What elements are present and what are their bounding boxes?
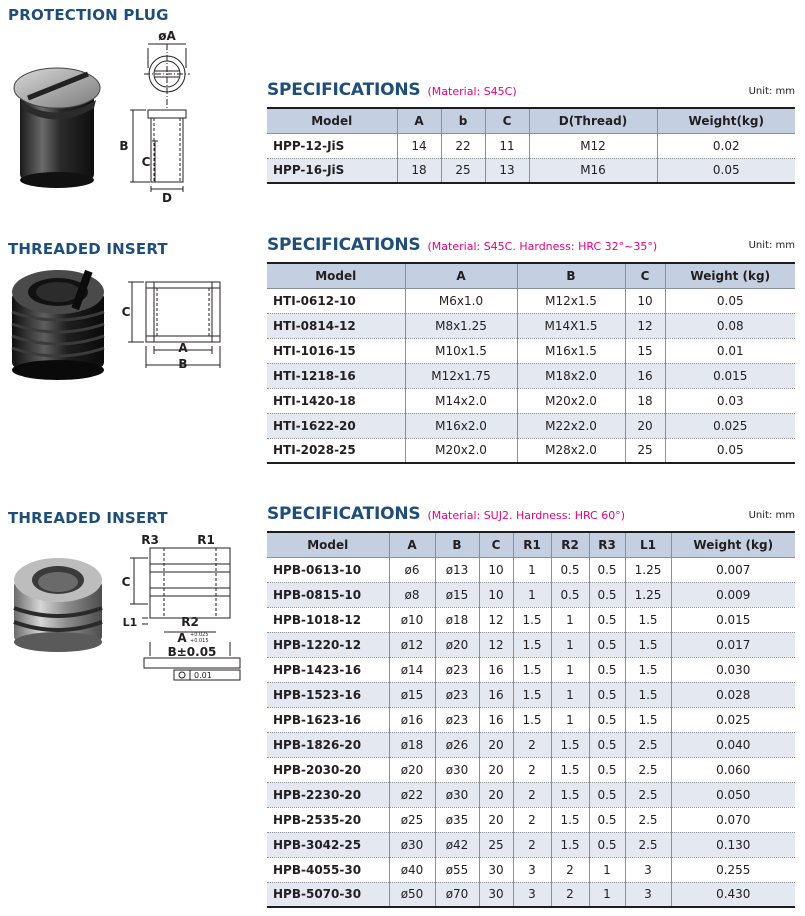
table-row	[267, 288, 795, 313]
model-cell: HPB-1623-16	[267, 707, 389, 732]
table-cell: 2	[513, 757, 551, 782]
table-row	[267, 782, 795, 807]
table-cell: M14X1.5	[517, 313, 625, 338]
table-cell: 1	[551, 657, 589, 682]
table-cell: 16	[479, 707, 513, 732]
table-cell: 0.5	[589, 682, 625, 707]
model-cell: HPB-0815-10	[267, 582, 389, 607]
table-cell: 0.015	[665, 363, 795, 388]
table-cell: 0.05	[665, 288, 795, 313]
table-cell: 0.430	[671, 882, 795, 907]
table-cell: 15	[625, 338, 665, 363]
table-cell: ø15	[435, 582, 479, 607]
table-cell: ø25	[389, 807, 435, 832]
table-cell: 3	[625, 882, 671, 907]
dim-label-r2: R2	[181, 615, 199, 629]
table-cell: 14	[397, 133, 441, 158]
table-row	[267, 557, 795, 582]
column-header: Model	[267, 108, 397, 133]
table-cell: ø20	[389, 757, 435, 782]
table-cell: 0.03	[665, 388, 795, 413]
table-cell: 1.5	[551, 782, 589, 807]
table-cell: 1	[551, 607, 589, 632]
table-cell: ø23	[435, 682, 479, 707]
model-cell: HPB-1018-12	[267, 607, 389, 632]
table-row	[267, 807, 795, 832]
table-cell: M14x2.0	[405, 388, 517, 413]
table-cell: 11	[485, 133, 529, 158]
table-row	[267, 388, 795, 413]
specifications-heading	[267, 80, 517, 100]
table-row	[267, 707, 795, 732]
table-cell: 0.015	[671, 607, 795, 632]
table-cell: ø30	[435, 757, 479, 782]
table-row	[267, 582, 795, 607]
dim-label-c: C	[141, 155, 151, 169]
table-cell: ø12	[389, 632, 435, 657]
table-body	[267, 557, 795, 907]
table-cell: 16	[479, 657, 513, 682]
table-cell: 13	[485, 158, 529, 183]
table-row	[267, 413, 795, 438]
column-header: A	[389, 532, 435, 557]
table-cell: ø10	[389, 607, 435, 632]
table-cell: 0.255	[671, 857, 795, 882]
dim-label-r1: R1	[197, 533, 215, 547]
table-cell: 0.01	[665, 338, 795, 363]
table-cell: ø26	[435, 732, 479, 757]
table-cell: 1	[551, 707, 589, 732]
table-cell: 0.5	[589, 707, 625, 732]
table-cell: 25	[625, 438, 665, 463]
material-note: (Material: S45C. Hardness: HRC 32°~35°)	[427, 240, 658, 253]
dim-label-d: D	[162, 191, 172, 204]
dim-label-l1: L1	[122, 616, 138, 629]
table-cell: ø18	[435, 607, 479, 632]
model-cell: HTI-2028-25	[267, 438, 405, 463]
column-header: Weight(kg)	[657, 108, 795, 133]
table-cell: 1	[513, 557, 551, 582]
column-header: b	[441, 108, 485, 133]
table-cell: 2.5	[625, 782, 671, 807]
column-header: Model	[267, 263, 405, 288]
dim-label-a: A	[177, 631, 187, 645]
table-cell: ø35	[435, 807, 479, 832]
table-cell: M20x2.0	[517, 388, 625, 413]
table-cell: 0.5	[589, 782, 625, 807]
protection-plug-drawing	[118, 28, 228, 204]
table-row	[267, 657, 795, 682]
table-cell: 10	[479, 582, 513, 607]
table-cell: 20	[479, 732, 513, 757]
table-cell: 2.5	[625, 732, 671, 757]
table-cell: 0.030	[671, 657, 795, 682]
table-cell: 1.5	[551, 757, 589, 782]
table-cell: ø22	[389, 782, 435, 807]
model-cell: HTI-1622-20	[267, 413, 405, 438]
table-cell: 20	[479, 757, 513, 782]
table-cell: 0.5	[589, 732, 625, 757]
threaded-insert-photo	[6, 262, 116, 382]
table-cell: 0.5	[589, 832, 625, 857]
table-cell: 0.05	[665, 438, 795, 463]
column-header: A	[405, 263, 517, 288]
table-cell: 20	[625, 413, 665, 438]
table-cell: 0.009	[671, 582, 795, 607]
specifications-heading	[267, 235, 657, 255]
table-cell: 16	[479, 682, 513, 707]
table-cell: 0.070	[671, 807, 795, 832]
table-cell: 20	[479, 782, 513, 807]
table-cell: 30	[479, 857, 513, 882]
spec-table-threaded-insert-hpb	[267, 531, 795, 908]
model-cell: HPB-0613-10	[267, 557, 389, 582]
table-cell: 2.5	[625, 757, 671, 782]
model-cell: HTI-1218-16	[267, 363, 405, 388]
column-header: C	[479, 532, 513, 557]
table-row	[267, 732, 795, 757]
specifications-label: SPECIFICATIONS	[267, 504, 421, 524]
column-header: C	[625, 263, 665, 288]
column-header: A	[397, 108, 441, 133]
table-header-row	[267, 108, 795, 133]
table-cell: 0.028	[671, 682, 795, 707]
spec-table-threaded-insert-hti	[267, 262, 795, 464]
table-cell: 10	[479, 557, 513, 582]
table-cell: 1.5	[625, 657, 671, 682]
table-row	[267, 757, 795, 782]
table-cell: 1.5	[551, 832, 589, 857]
column-header: R2	[551, 532, 589, 557]
specifications-label: SPECIFICATIONS	[267, 80, 421, 100]
table-cell: 1.5	[513, 632, 551, 657]
table-cell: 0.5	[551, 557, 589, 582]
model-cell: HPB-1523-16	[267, 682, 389, 707]
table-cell: 1	[551, 682, 589, 707]
table-cell: 2.5	[625, 807, 671, 832]
table-cell: M16x2.0	[405, 413, 517, 438]
table-cell: 1	[589, 882, 625, 907]
threaded-insert-drawing	[120, 268, 230, 378]
table-cell: 0.050	[671, 782, 795, 807]
table-cell: 2	[513, 832, 551, 857]
table-cell: ø6	[389, 557, 435, 582]
table-cell: ø55	[435, 857, 479, 882]
model-cell: HPB-3042-25	[267, 832, 389, 857]
table-cell: 1.5	[625, 707, 671, 732]
model-cell: HPB-2230-20	[267, 782, 389, 807]
table-row	[267, 857, 795, 882]
table-cell: M22x2.0	[517, 413, 625, 438]
table-cell: M18x2.0	[517, 363, 625, 388]
material-note: (Material: S45C)	[427, 85, 517, 98]
table-cell: 2	[513, 732, 551, 757]
section-title-threaded-insert-bushing: THREADED INSERT	[8, 509, 168, 527]
table-row	[267, 438, 795, 463]
table-row	[267, 682, 795, 707]
table-cell: 1.5	[513, 657, 551, 682]
table-cell: 0.040	[671, 732, 795, 757]
model-cell: HPB-1826-20	[267, 732, 389, 757]
table-cell: ø18	[389, 732, 435, 757]
model-cell: HPB-1423-16	[267, 657, 389, 682]
model-cell: HPB-2030-20	[267, 757, 389, 782]
model-cell: HTI-0814-12	[267, 313, 405, 338]
model-cell: HPP-12-JiS	[267, 133, 397, 158]
table-cell: ø8	[389, 582, 435, 607]
column-header: D(Thread)	[529, 108, 657, 133]
column-header: R1	[513, 532, 551, 557]
model-cell: HPB-1220-12	[267, 632, 389, 657]
unit-label: Unit: mm	[748, 86, 795, 97]
table-row	[267, 338, 795, 363]
dim-label-a: A	[178, 341, 188, 355]
table-cell: M8x1.25	[405, 313, 517, 338]
column-header: L1	[625, 532, 671, 557]
model-cell: HTI-0612-10	[267, 288, 405, 313]
table-cell: 1.5	[551, 732, 589, 757]
table-cell: M16x1.5	[517, 338, 625, 363]
table-cell: 1	[589, 857, 625, 882]
table-cell: 1.5	[625, 607, 671, 632]
table-cell: ø50	[389, 882, 435, 907]
table-cell: 2	[513, 807, 551, 832]
table-row	[267, 832, 795, 857]
table-cell: M12x1.5	[517, 288, 625, 313]
table-cell: ø70	[435, 882, 479, 907]
tolerance-value: 0.01	[194, 671, 212, 680]
table-cell: ø40	[389, 857, 435, 882]
table-cell: 2	[551, 882, 589, 907]
table-cell: 12	[625, 313, 665, 338]
table-cell: 1.5	[513, 607, 551, 632]
table-cell: M12	[529, 133, 657, 158]
table-row	[267, 607, 795, 632]
table-cell: 18	[397, 158, 441, 183]
table-cell: ø15	[389, 682, 435, 707]
table-cell: 25	[441, 158, 485, 183]
dim-label-c: C	[121, 305, 131, 319]
table-cell: 10	[625, 288, 665, 313]
table-cell: 0.5	[589, 582, 625, 607]
model-cell: HPB-2535-20	[267, 807, 389, 832]
table-cell: 3	[513, 882, 551, 907]
table-cell: 0.5	[589, 632, 625, 657]
dim-label-a-tol-upper: +0.025	[190, 632, 209, 638]
table-cell: 2	[513, 782, 551, 807]
table-cell: 0.05	[657, 158, 795, 183]
table-row	[267, 363, 795, 388]
dim-label-a: øA	[158, 29, 176, 43]
spec-table-protection-plug	[267, 107, 795, 184]
section-title-threaded-insert: THREADED INSERT	[8, 240, 168, 258]
table-cell: 1.5	[551, 807, 589, 832]
bushing-drawing	[120, 532, 244, 682]
table-cell: 0.5	[589, 607, 625, 632]
table-cell: 1	[513, 582, 551, 607]
dim-label-b: B	[178, 357, 188, 371]
table-cell: 2.5	[625, 832, 671, 857]
column-header: Weight (kg)	[665, 263, 795, 288]
section-title-protection-plug: PROTECTION PLUG	[8, 6, 169, 24]
table-cell: 1	[551, 632, 589, 657]
table-cell: 0.5	[589, 807, 625, 832]
table-cell: 1.5	[625, 632, 671, 657]
table-cell: 0.060	[671, 757, 795, 782]
protection-plug-photo	[8, 60, 118, 190]
table-cell: M20x2.0	[405, 438, 517, 463]
table-cell: 0.5	[589, 757, 625, 782]
dim-label-c: C	[121, 575, 131, 589]
table-cell: ø30	[435, 782, 479, 807]
table-row	[267, 133, 795, 158]
model-cell: HPB-5070-30	[267, 882, 389, 907]
model-cell: HPB-4055-30	[267, 857, 389, 882]
table-header-row	[267, 263, 795, 288]
dim-label-a-tol-lower: +0.015	[190, 638, 209, 644]
table-cell: 0.130	[671, 832, 795, 857]
specifications-label: SPECIFICATIONS	[267, 235, 421, 255]
table-row	[267, 632, 795, 657]
material-note: (Material: SUJ2. Hardness: HRC 60°)	[427, 509, 626, 522]
table-cell: 12	[479, 632, 513, 657]
table-cell: 1.5	[625, 682, 671, 707]
table-cell: M12x1.75	[405, 363, 517, 388]
table-cell: ø16	[389, 707, 435, 732]
table-cell: ø13	[435, 557, 479, 582]
dim-label-b: B±0.05	[167, 645, 217, 659]
table-cell: 20	[479, 807, 513, 832]
table-row	[267, 158, 795, 183]
table-body	[267, 288, 795, 463]
table-cell: 25	[479, 832, 513, 857]
table-row	[267, 313, 795, 338]
table-row	[267, 882, 795, 907]
model-cell: HPP-16-JiS	[267, 158, 397, 183]
table-cell: 16	[625, 363, 665, 388]
column-header: Weight (kg)	[671, 532, 795, 557]
table-cell: M10x1.5	[405, 338, 517, 363]
column-header: R3	[589, 532, 625, 557]
table-cell: 1.5	[513, 707, 551, 732]
table-cell: ø14	[389, 657, 435, 682]
table-cell: M16	[529, 158, 657, 183]
table-cell: M28x2.0	[517, 438, 625, 463]
bushing-photo	[8, 550, 108, 660]
specifications-heading	[267, 504, 625, 524]
table-cell: 18	[625, 388, 665, 413]
column-header: B	[435, 532, 479, 557]
table-cell: 0.017	[671, 632, 795, 657]
dim-label-r3: R3	[141, 533, 159, 547]
table-cell: 1.25	[625, 557, 671, 582]
table-cell: ø23	[435, 707, 479, 732]
unit-label: Unit: mm	[748, 240, 795, 251]
column-header: Model	[267, 532, 389, 557]
table-cell: 0.025	[671, 707, 795, 732]
table-cell: ø42	[435, 832, 479, 857]
table-cell: 0.02	[657, 133, 795, 158]
table-cell: ø30	[389, 832, 435, 857]
table-cell: 30	[479, 882, 513, 907]
table-cell: 1.5	[513, 682, 551, 707]
table-cell: ø20	[435, 632, 479, 657]
table-cell: 2	[551, 857, 589, 882]
table-cell: 0.5	[589, 557, 625, 582]
table-cell: 0.5	[551, 582, 589, 607]
table-cell: 0.025	[665, 413, 795, 438]
table-cell: 1.25	[625, 582, 671, 607]
table-cell: M6x1.0	[405, 288, 517, 313]
table-cell: 12	[479, 607, 513, 632]
table-cell: ø23	[435, 657, 479, 682]
table-cell: 22	[441, 133, 485, 158]
table-cell: 0.5	[589, 657, 625, 682]
column-header: B	[517, 263, 625, 288]
model-cell: HTI-1016-15	[267, 338, 405, 363]
table-header-row	[267, 532, 795, 557]
dim-label-b: B	[119, 139, 129, 153]
table-cell: 0.08	[665, 313, 795, 338]
table-cell: 0.007	[671, 557, 795, 582]
table-body	[267, 133, 795, 183]
table-cell: 3	[625, 857, 671, 882]
table-cell: 3	[513, 857, 551, 882]
column-header: C	[485, 108, 529, 133]
model-cell: HTI-1420-18	[267, 388, 405, 413]
unit-label: Unit: mm	[748, 510, 795, 521]
